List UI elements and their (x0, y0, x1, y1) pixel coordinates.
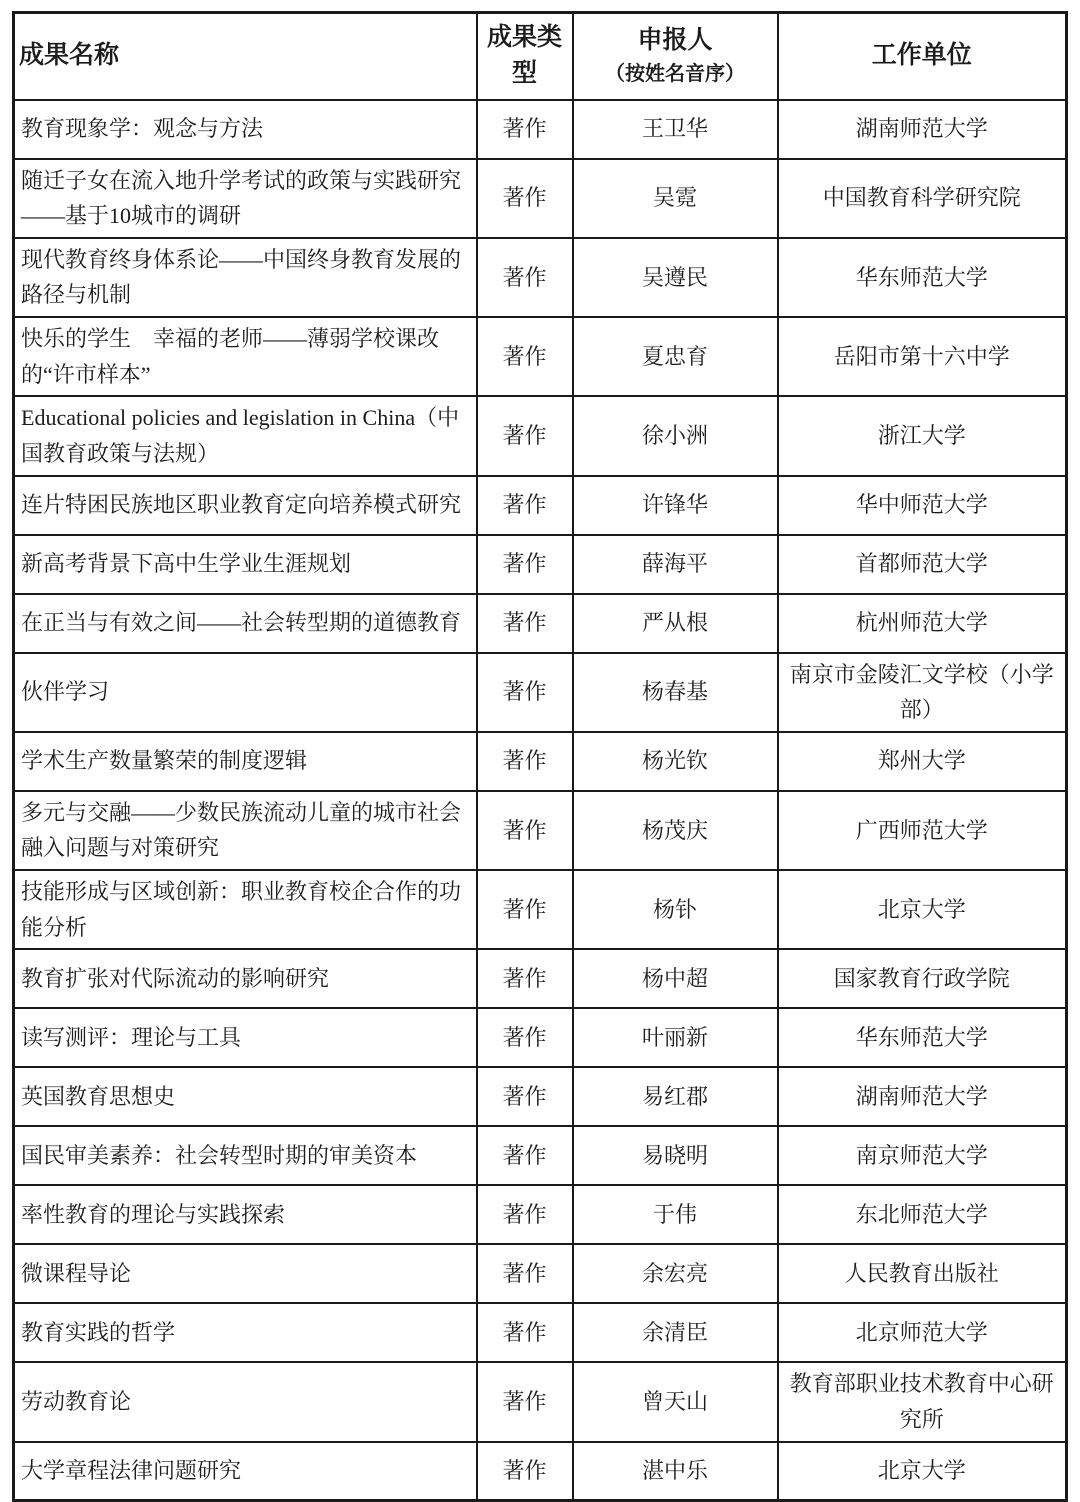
result-type-cell: 著作 (477, 159, 573, 238)
result-name-cell: 技能形成与区域创新：职业教育校企合作的功能分析 (14, 870, 477, 949)
applicant-cell: 夏忠育 (573, 317, 778, 396)
table-row (14, 1126, 1067, 1185)
applicant-cell: 杨钋 (573, 870, 778, 949)
result-name-cell: 随迁子女在流入地升学考试的政策与实践研究——基于10城市的调研 (14, 159, 477, 238)
header-row (14, 13, 1067, 100)
table-row (14, 1442, 1067, 1501)
result-name-cell: 伙伴学习 (14, 653, 477, 732)
result-name-cell: 多元与交融——少数民族流动儿童的城市社会融入问题与对策研究 (14, 791, 477, 870)
result-type-cell: 著作 (477, 1362, 573, 1441)
work-unit-cell: 浙江大学 (778, 396, 1067, 475)
result-name-cell: 新高考背景下高中生学业生涯规划 (14, 535, 477, 594)
result-type-cell: 著作 (477, 653, 573, 732)
applicant-cell: 余清臣 (573, 1303, 778, 1362)
result-type-cell: 著作 (477, 949, 573, 1008)
table-row (14, 159, 1067, 238)
applicant-cell: 余宏亮 (573, 1244, 778, 1303)
applicant-cell: 许锋华 (573, 476, 778, 535)
work-unit-cell: 东北师范大学 (778, 1185, 1067, 1244)
result-type-cell: 著作 (477, 317, 573, 396)
work-unit-cell: 北京师范大学 (778, 1303, 1067, 1362)
table-row (14, 476, 1067, 535)
table-row (14, 732, 1067, 791)
table-row (14, 949, 1067, 1008)
result-name-cell: 教育扩张对代际流动的影响研究 (14, 949, 477, 1008)
applicant-cell: 于伟 (573, 1185, 778, 1244)
table-row (14, 1008, 1067, 1067)
work-unit-cell: 北京大学 (778, 870, 1067, 949)
result-name-cell: 微课程导论 (14, 1244, 477, 1303)
col-header-result-name-label: 成果名称 (19, 42, 120, 70)
result-type-cell: 著作 (477, 100, 573, 159)
applicant-cell: 杨中超 (573, 949, 778, 1008)
col-header-applicant-subtitle: （按姓名音序） (605, 63, 745, 86)
table-row (14, 594, 1067, 653)
table-row (14, 791, 1067, 870)
col-header-result-name (14, 13, 477, 100)
work-unit-cell: 国家教育行政学院 (778, 949, 1067, 1008)
result-name-cell: Educational policies and legislation in China（中国教育政策与法规） (14, 396, 477, 475)
work-unit-cell: 岳阳市第十六中学 (778, 317, 1067, 396)
result-type-cell: 著作 (477, 870, 573, 949)
work-unit-cell: 教育部职业技术教育中心研究所 (778, 1362, 1067, 1441)
table-row (14, 396, 1067, 475)
table-row (14, 1185, 1067, 1244)
result-type-cell: 著作 (477, 396, 573, 475)
result-name-cell: 连片特困民族地区职业教育定向培养模式研究 (14, 476, 477, 535)
applicant-cell: 曾天山 (573, 1362, 778, 1441)
work-unit-cell: 郑州大学 (778, 732, 1067, 791)
applicant-cell: 易红郡 (573, 1067, 778, 1126)
result-type-cell: 著作 (477, 535, 573, 594)
applicant-cell: 薛海平 (573, 535, 778, 594)
table-row (14, 1244, 1067, 1303)
table-row (14, 1362, 1067, 1441)
results-table (12, 11, 1068, 1502)
table-body (14, 100, 1067, 1501)
result-name-cell: 快乐的学生 幸福的老师——薄弱学校课改的“许市样本” (14, 317, 477, 396)
work-unit-cell: 人民教育出版社 (778, 1244, 1067, 1303)
result-type-cell: 著作 (477, 594, 573, 653)
applicant-cell: 吴霓 (573, 159, 778, 238)
result-name-cell: 大学章程法律问题研究 (14, 1442, 477, 1501)
applicant-cell: 杨光钦 (573, 732, 778, 791)
table-row (14, 100, 1067, 159)
result-name-cell: 教育现象学：观念与方法 (14, 100, 477, 159)
col-header-work-unit (778, 13, 1067, 100)
table-row (14, 1067, 1067, 1126)
work-unit-cell: 南京市金陵汇文学校（小学部） (778, 653, 1067, 732)
col-header-result-type-label: 成果类型 (486, 24, 562, 88)
applicant-cell: 杨茂庆 (573, 791, 778, 870)
col-header-applicant-label: 申报人 (637, 27, 713, 55)
col-header-applicant (573, 13, 778, 100)
work-unit-cell: 华东师范大学 (778, 1008, 1067, 1067)
result-type-cell: 著作 (477, 791, 573, 870)
col-header-work-unit-label: 工作单位 (871, 42, 972, 70)
work-unit-cell: 中国教育科学研究院 (778, 159, 1067, 238)
table-row (14, 238, 1067, 317)
result-name-cell: 国民审美素养：社会转型时期的审美资本 (14, 1126, 477, 1185)
result-name-cell: 现代教育终身体系论——中国终身教育发展的路径与机制 (14, 238, 477, 317)
applicant-cell: 易晓明 (573, 1126, 778, 1185)
applicant-cell: 湛中乐 (573, 1442, 778, 1501)
result-type-cell: 著作 (477, 476, 573, 535)
result-name-cell: 读写测评：理论与工具 (14, 1008, 477, 1067)
work-unit-cell: 首都师范大学 (778, 535, 1067, 594)
result-type-cell: 著作 (477, 1067, 573, 1126)
table-row (14, 870, 1067, 949)
applicant-cell: 王卫华 (573, 100, 778, 159)
work-unit-cell: 华中师范大学 (778, 476, 1067, 535)
work-unit-cell: 南京师范大学 (778, 1126, 1067, 1185)
applicant-cell: 严从根 (573, 594, 778, 653)
result-name-cell: 在正当与有效之间——社会转型期的道德教育 (14, 594, 477, 653)
work-unit-cell: 广西师范大学 (778, 791, 1067, 870)
applicant-cell: 叶丽新 (573, 1008, 778, 1067)
result-type-cell: 著作 (477, 1126, 573, 1185)
work-unit-cell: 华东师范大学 (778, 238, 1067, 317)
work-unit-cell: 北京大学 (778, 1442, 1067, 1501)
result-type-cell: 著作 (477, 1008, 573, 1067)
table-row (14, 653, 1067, 732)
result-type-cell: 著作 (477, 1244, 573, 1303)
work-unit-cell: 湖南师范大学 (778, 1067, 1067, 1126)
table-row (14, 1303, 1067, 1362)
applicant-cell: 杨春基 (573, 653, 778, 732)
col-header-result-type (477, 13, 573, 100)
work-unit-cell: 湖南师范大学 (778, 100, 1067, 159)
result-type-cell: 著作 (477, 1303, 573, 1362)
applicant-cell: 吴遵民 (573, 238, 778, 317)
result-type-cell: 著作 (477, 1185, 573, 1244)
table-row (14, 535, 1067, 594)
result-name-cell: 率性教育的理论与实践探索 (14, 1185, 477, 1244)
result-name-cell: 学术生产数量繁荣的制度逻辑 (14, 732, 477, 791)
work-unit-cell: 杭州师范大学 (778, 594, 1067, 653)
result-type-cell: 著作 (477, 1442, 573, 1501)
result-type-cell: 著作 (477, 238, 573, 317)
result-name-cell: 英国教育思想史 (14, 1067, 477, 1126)
applicant-cell: 徐小洲 (573, 396, 778, 475)
result-name-cell: 劳动教育论 (14, 1362, 477, 1441)
table-row (14, 317, 1067, 396)
result-name-cell: 教育实践的哲学 (14, 1303, 477, 1362)
result-type-cell: 著作 (477, 732, 573, 791)
